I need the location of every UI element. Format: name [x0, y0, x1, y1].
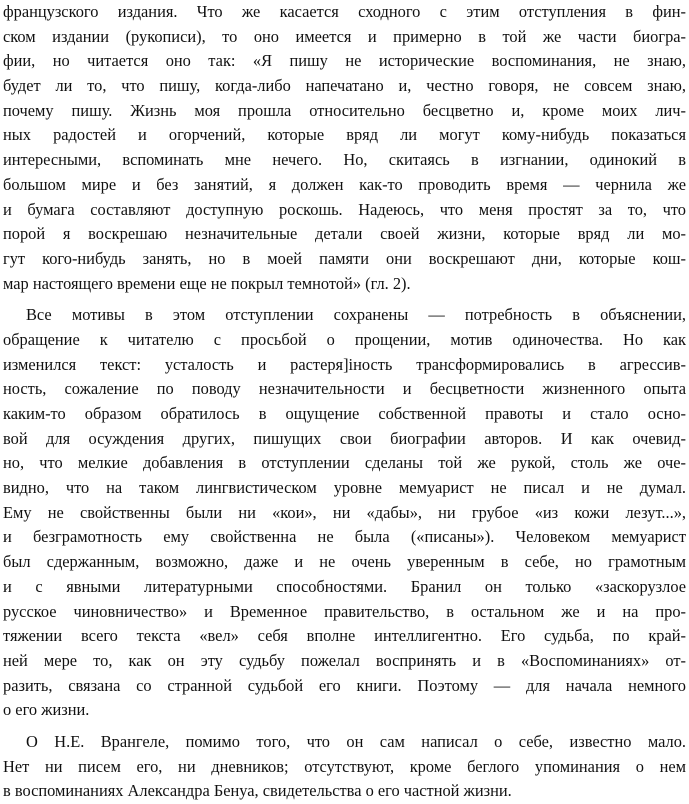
text-line: русское чиновничество» и Временное правительство, в остальном же и на про-	[3, 601, 686, 621]
text-line: был сдержанным, возможно, даже и не очень уверенным в себе, но грамотным	[3, 552, 686, 572]
text-line: видно, что на таком лингвистическом уровне мемуарист не писал и не думал.	[3, 478, 686, 498]
text-line: в воспоминаниях Александра Бенуа, свидетельства о его частной жизни.	[3, 781, 512, 801]
paragraph-gap	[3, 723, 686, 730]
document-page	[3, 0, 686, 804]
text-line: и безграмотность ему свойственна не была («писаны»). Человеком мемуарист	[3, 527, 686, 547]
text-line: фии, но читается оно так: «Я пишу не исторические воспоминания, не знаю,	[3, 51, 686, 71]
text-line: мар настоящего времени еще не покрыл темнотой» (гл. 2).	[3, 273, 411, 293]
text-line: ском издании (рукописи), то оно имеется и примерно в той же части биогра-	[3, 26, 686, 46]
text-line: обращение к читателю с просьбой о прощении, мотив одиночества. Но как	[3, 329, 686, 349]
text-line: ней мере то, как он эту судьбу пожелал воспринять и в «Воспоминаниях» от-	[3, 650, 686, 670]
text-line: о его жизни.	[3, 700, 90, 720]
paragraph-gap	[3, 296, 686, 303]
paragraph-2	[3, 303, 686, 723]
text-line: разить, связана со странной судьбой его книги. Поэтому — для начала немного	[3, 675, 686, 695]
text-line: О Н.Е. Врангеле, помимо того, что он сам написал о себе, известно мало.	[26, 731, 686, 751]
paragraph-3	[3, 730, 686, 804]
text-line: ность, сожаление по поводу незначительности и бесцветности жизненного опыта	[3, 379, 686, 399]
text-line: порой я воскрешаю незначительные детали своей жизни, которые вряд ли мо-	[3, 224, 686, 244]
text-line: французского издания. Что же касается сходного с этим отступления в фин-	[3, 2, 686, 21]
text-line: большом мире и без занятий, я должен как-то проводить время — чернила же	[3, 174, 686, 194]
text-line: почему пишу. Жизнь моя прошла относительно бесцветно и, кроме моих лич-	[3, 100, 686, 120]
text-line: Нет ни писем его, ни дневников; отсутствуют, кроме беглого упоминания о нем	[3, 756, 686, 776]
text-line: Ему не свойственны были ни «кои», ни «дабы», ни грубое «из кожи лезут...»,	[3, 502, 686, 522]
text-line: изменился текст: усталость и растеря]iность трансформировались в агрессив-	[3, 354, 686, 374]
text-line: Все мотивы в этом отступлении сохранены — потребность в объяснении,	[26, 305, 686, 325]
text-line: тяжении всего текста «вел» себя вполне интеллигентно. Его судьба, по край-	[3, 626, 686, 646]
text-line: каким-то образом обратилось в ощущение собственной правоты и стало осно-	[3, 404, 686, 423]
text-line: но, что мелкие добавления в отступлении сделаны той же рукой, столь же оче-	[3, 453, 686, 473]
paragraph-1	[3, 0, 686, 296]
text-line: интересными, вспоминать мне нечего. Но, скитаясь в изгнании, одинокий в	[3, 150, 686, 170]
text-line: будет ли то, что пишу, когда-либо напечатано и, честно говоря, не совсем знаю,	[3, 76, 686, 96]
text-line: и с явными литературными способностями. Бранил он только «заскорузлое	[3, 576, 686, 596]
text-line: ных радостей и огорчений, которые вряд ли могут кому-нибудь показаться	[3, 125, 686, 145]
text-line: гут кого-нибудь занять, но в моей памяти они воскрешают дни, которые кош-	[3, 248, 686, 268]
text-line: и бумага составляют доступную роскошь. Надеюсь, что меня простят за то, что	[3, 199, 686, 219]
text-line: вой для осуждения других, пишущих свои биографии авторов. И как очевид-	[3, 428, 686, 448]
